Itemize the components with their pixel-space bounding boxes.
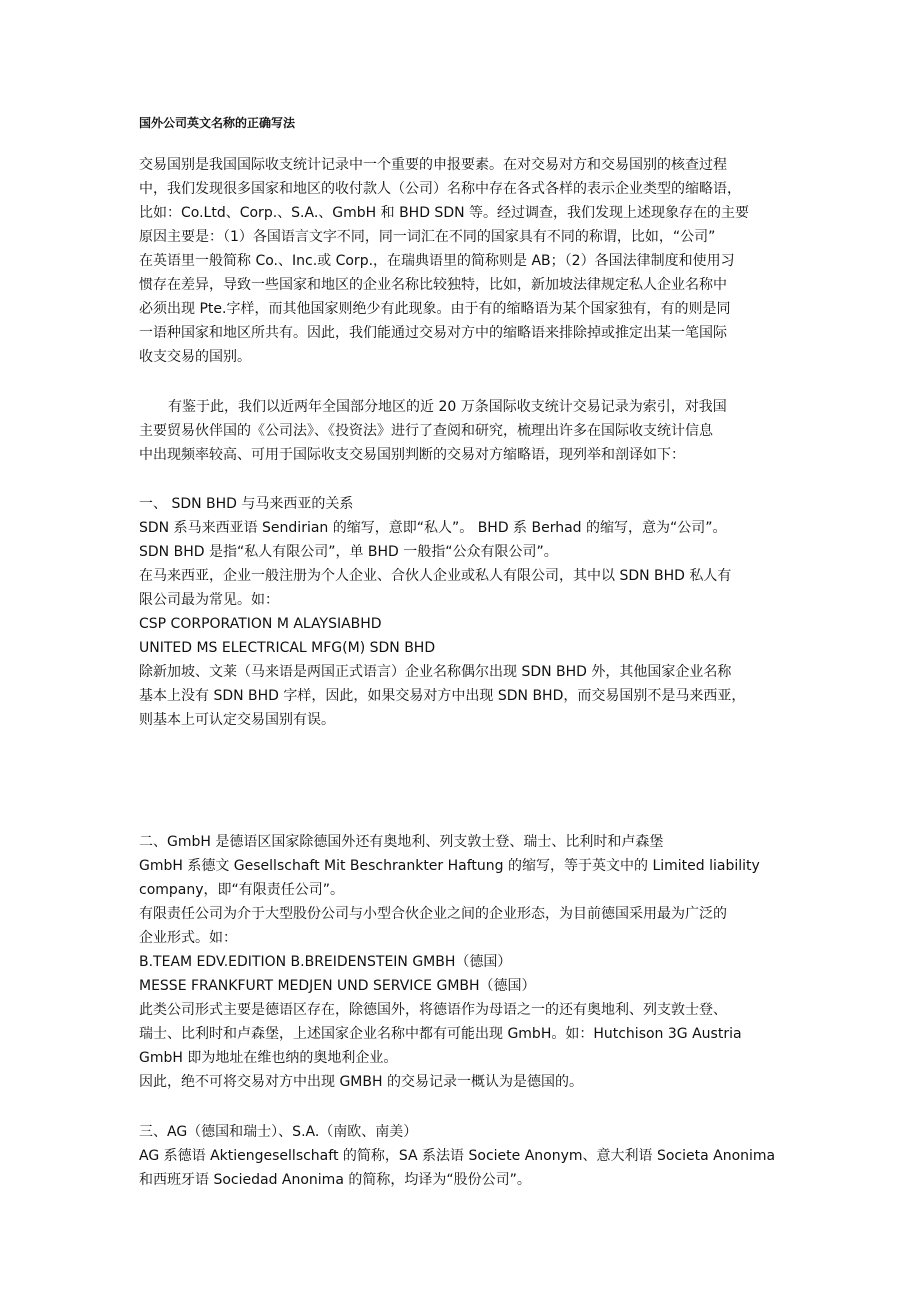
text-line: 比如：Co.Ltd、Corp.、S.A.、GmbH 和 BHD SDN 等。经过调查，我们发现上述现象存在的主要 [139, 205, 750, 221]
example-line: UNITED MS ELECTRICAL MFG(M) SDN BHD [139, 640, 436, 656]
text-line: 因此，绝不可将交易对方中出现 GMBH 的交易记录一概认为是德国的。 [139, 1074, 583, 1090]
text-line: SDN 系马来西亚语 Sendirian 的缩写，意即“私人”。 BHD 系 Berhad 的缩写，意为“公司”。 [139, 520, 727, 536]
example-line: CSP CORPORATION M ALAYSIABHD [139, 616, 382, 632]
text-line: 原因主要是：（1）各国语言文字不同，同一词汇在不同的国家具有不同的称谓，比如，“公司” [139, 229, 716, 245]
text-line: 除新加坡、文莱（马来语是两国正式语言）企业名称偶尔出现 SDN BHD 外，其他国家企业名称 [139, 664, 732, 680]
text-line: GmbH 即为地址在维也纳的奥地利企业。 [139, 1050, 398, 1066]
text-line: 中出现频率较高、可用于国际收支交易国别判断的交易对方缩略语，现列举和剖译如下： [139, 447, 685, 463]
section-gmbh [139, 830, 789, 1094]
text-line: AG 系德语 Aktiengesellschaft 的简称，SA 系法语 Societe Anonym、意大利语 Societa Anonima [139, 1148, 776, 1164]
text-line: 在英语里一般简称 Co.、Inc.或 Corp.，在瑞典语里的简称则是 AB；（2）各国法律制度和使用习 [139, 253, 735, 269]
text-line: 收支交易的国别。 [139, 349, 251, 365]
text-line: 中，我们发现很多国家和地区的收付款人（公司）名称中存在各式各样的表示企业类型的缩略语， [139, 181, 741, 197]
text-line: 和西班牙语 Sociedad Anonima 的简称，均译为“股份公司”。 [139, 1172, 531, 1188]
text-line: 限公司最为常见。如： [139, 592, 279, 608]
text-line: SDN BHD 是指“私人有限公司”，单 BHD 一般指“公众有限公司”。 [139, 544, 558, 560]
text-line: 在马来西亚，企业一般注册为个人企业、合伙人企业或私人有限公司，其中以 SDN BHD 私人有 [139, 568, 732, 584]
text-line: 基本上没有 SDN BHD 字样，因此，如果交易对方中出现 SDN BHD，而交易国别不是马来西亚， [139, 688, 746, 704]
intro-paragraph [139, 153, 789, 369]
example-line: B.TEAM EDV.EDITION B.BREIDENSTEIN GMBH（德国） [139, 954, 512, 970]
text-line: company，即“有限责任公司”。 [139, 882, 345, 898]
text-line: 瑞士、比利时和卢森堡，上述国家企业名称中都有可能出现 GmbH。如：Hutchison 3G Austria [139, 1026, 742, 1042]
text-line: 则基本上可认定交易国别有误。 [139, 712, 335, 728]
text-line: 必须出现 Pte.字样，而其他国家则绝少有此现象。由于有的缩略语为某个国家独有，有的则是同 [139, 301, 731, 317]
section-heading: 二、GmbH 是德语区国家除德国外还有奥地利、列支敦士登、瑞士、比利时和卢森堡 [139, 834, 664, 850]
text-line: 主要贸易伙伴国的《公司法》、《投资法》进行了查阅和研究，梳理出许多在国际收支统计信息 [139, 423, 713, 439]
section-sdn-bhd [139, 492, 789, 732]
text-line: GmbH 系德文 Gesellschaft Mit Beschrankter Haftung 的缩写，等于英文中的 Limited liability [139, 858, 760, 874]
text-line: 交易国别是我国国际收支统计记录中一个重要的申报要素。在对交易对方和交易国别的核查过程 [139, 157, 727, 173]
example-line: MESSE FRANKFURT MEDJEN UND SERVICE GMBH（德国） [139, 978, 536, 994]
text-line: 企业形式。如： [139, 930, 237, 946]
text-line: 此类公司形式主要是德语区存在，除德国外，将德语作为母语之一的还有奥地利、列支敦士登、 [139, 1002, 727, 1018]
document-title: 国外公司英文名称的正确写法 [139, 116, 296, 130]
section-heading: 三、AG（德国和瑞士）、S.A.（南欧、南美） [139, 1124, 418, 1140]
text-line: 惯存在差异，导致一些国家和地区的企业名称比较独特，比如，新加坡法律规定私人企业名称中 [139, 277, 727, 293]
second-paragraph [139, 395, 789, 467]
text-line: 有限责任公司为介于大型股份公司与小型合伙企业之间的企业形态，为目前德国采用最为广泛的 [139, 906, 727, 922]
section-heading: 一、 SDN BHD 与马来西亚的关系 [139, 496, 354, 512]
section-ag-sa [139, 1120, 789, 1192]
text-line: 有鉴于此，我们以近两年全国部分地区的近 20 万条国际收支统计交易记录为索引，对我国 [168, 399, 727, 415]
text-line: 一语种国家和地区所共有。因此，我们能通过交易对方中的缩略语来排除掉或推定出某一笔国际 [139, 325, 727, 341]
